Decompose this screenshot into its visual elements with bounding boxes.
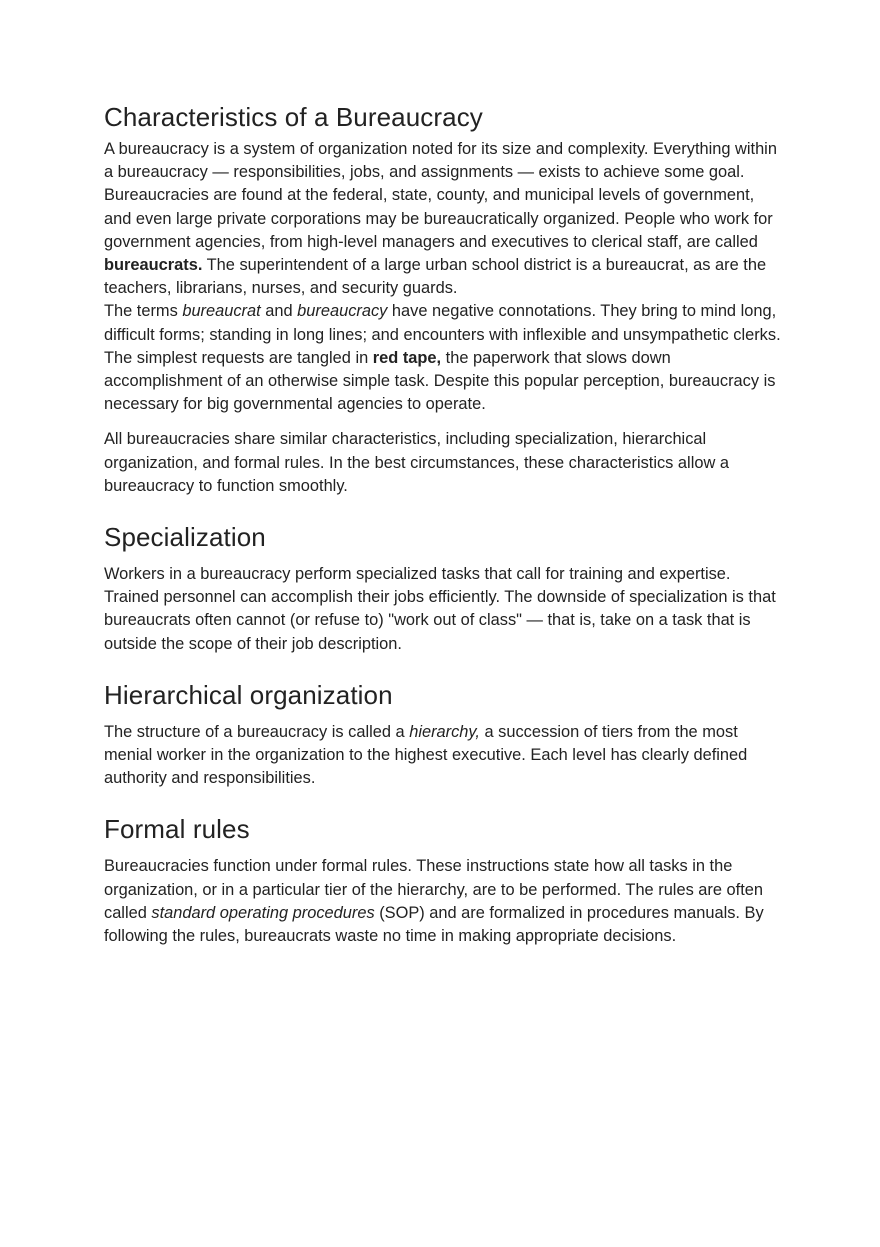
section-specialization bbox=[104, 520, 784, 656]
hierarchy-paragraph bbox=[104, 721, 784, 791]
intro-p1-text-c: The superintendent of a large urban school district is a bureaucrat, as are the teachers, librarians, nurses, and security guards. bbox=[104, 256, 767, 298]
section-hierarchical-organization bbox=[104, 678, 784, 791]
intro-paragraph-1 bbox=[104, 138, 784, 300]
hierarchy-text-b: a succession of tiers from the most menial worker in the organization to the highest executive. Each level has clearly defined authority and responsibilities. bbox=[104, 722, 748, 788]
intro-paragraph-3: All bureaucracies share similar characteristics, including specialization, hierarchical organization, and formal rules. In the best circumstances, these characteristics allow a bureaucracy to function smoothly. bbox=[104, 430, 729, 495]
formal-rules-paragraph bbox=[104, 855, 784, 948]
term-sop: standard operating procedures bbox=[151, 903, 375, 922]
document-page bbox=[104, 100, 784, 948]
heading-formal-rules: Formal rules bbox=[104, 814, 250, 845]
page-title: Characteristics of a Bureaucracy bbox=[104, 102, 483, 132]
intro-p2-text-d: the paperwork that slows down accomplishment of an otherwise simple task. Despite this popular perception, bureaucracy is necessary for big governmental agencies to operate. bbox=[104, 348, 776, 414]
heading-hierarchical-organization: Hierarchical organization bbox=[104, 679, 393, 710]
term-red-tape: red tape, bbox=[372, 348, 442, 367]
heading-specialization: Specialization bbox=[104, 522, 266, 553]
specialization-paragraph: Workers in a bureaucracy perform specialized tasks that call for training and expertise. Trained personnel can accomplish their jobs efficiently. The downside of specialization is that bureaucrats often cannot (or refuse to) "work out of class" — that is, take on a task that is outside the scope of their job description. bbox=[104, 565, 776, 653]
term-bureaucrat: bureaucrat bbox=[182, 302, 261, 321]
term-hierarchy: hierarchy, bbox=[409, 722, 480, 741]
intro-p1-text-a: A bureaucracy is a system of organization noted for its size and complexity. Everything within a bureaucracy — responsibilities, jobs, and assignments — exists to achieve some goal. Bureaucracies are found at the federal, state, county, and municipal levels of government, and even large private corporations may be bureaucratically organized. People who work for government agencies, from high-level managers and executives to clerical staff, are called bbox=[104, 140, 777, 251]
hierarchy-text-a: The structure of a bureaucracy is called a bbox=[104, 722, 410, 741]
formal-rules-text-b: (SOP) and are formalized in procedures manuals. By following the rules, bureaucrats waste no time in making appropriate decisions. bbox=[104, 903, 764, 946]
formal-rules-text-a: Bureaucracies function under formal rules. These instructions state how all tasks in the organization, or in a particular tier of the hierarchy, are to be performed. The rules are often called bbox=[104, 857, 764, 922]
intro-p2-text-c: have negative connotations. They bring to mind long, difficult forms; standing in long lines; and encounters with inflexible and unsympathetic clerks. The simplest requests are tangled in bbox=[104, 302, 781, 367]
intro-paragraph-2 bbox=[104, 300, 784, 416]
term-bureaucracy: bureaucracy bbox=[297, 302, 388, 321]
intro-p2-text-a: The terms bbox=[104, 302, 183, 321]
term-bureaucrats: bureaucrats. bbox=[104, 256, 203, 275]
section-formal-rules bbox=[104, 812, 784, 948]
intro-p2-text-b: and bbox=[260, 302, 298, 321]
